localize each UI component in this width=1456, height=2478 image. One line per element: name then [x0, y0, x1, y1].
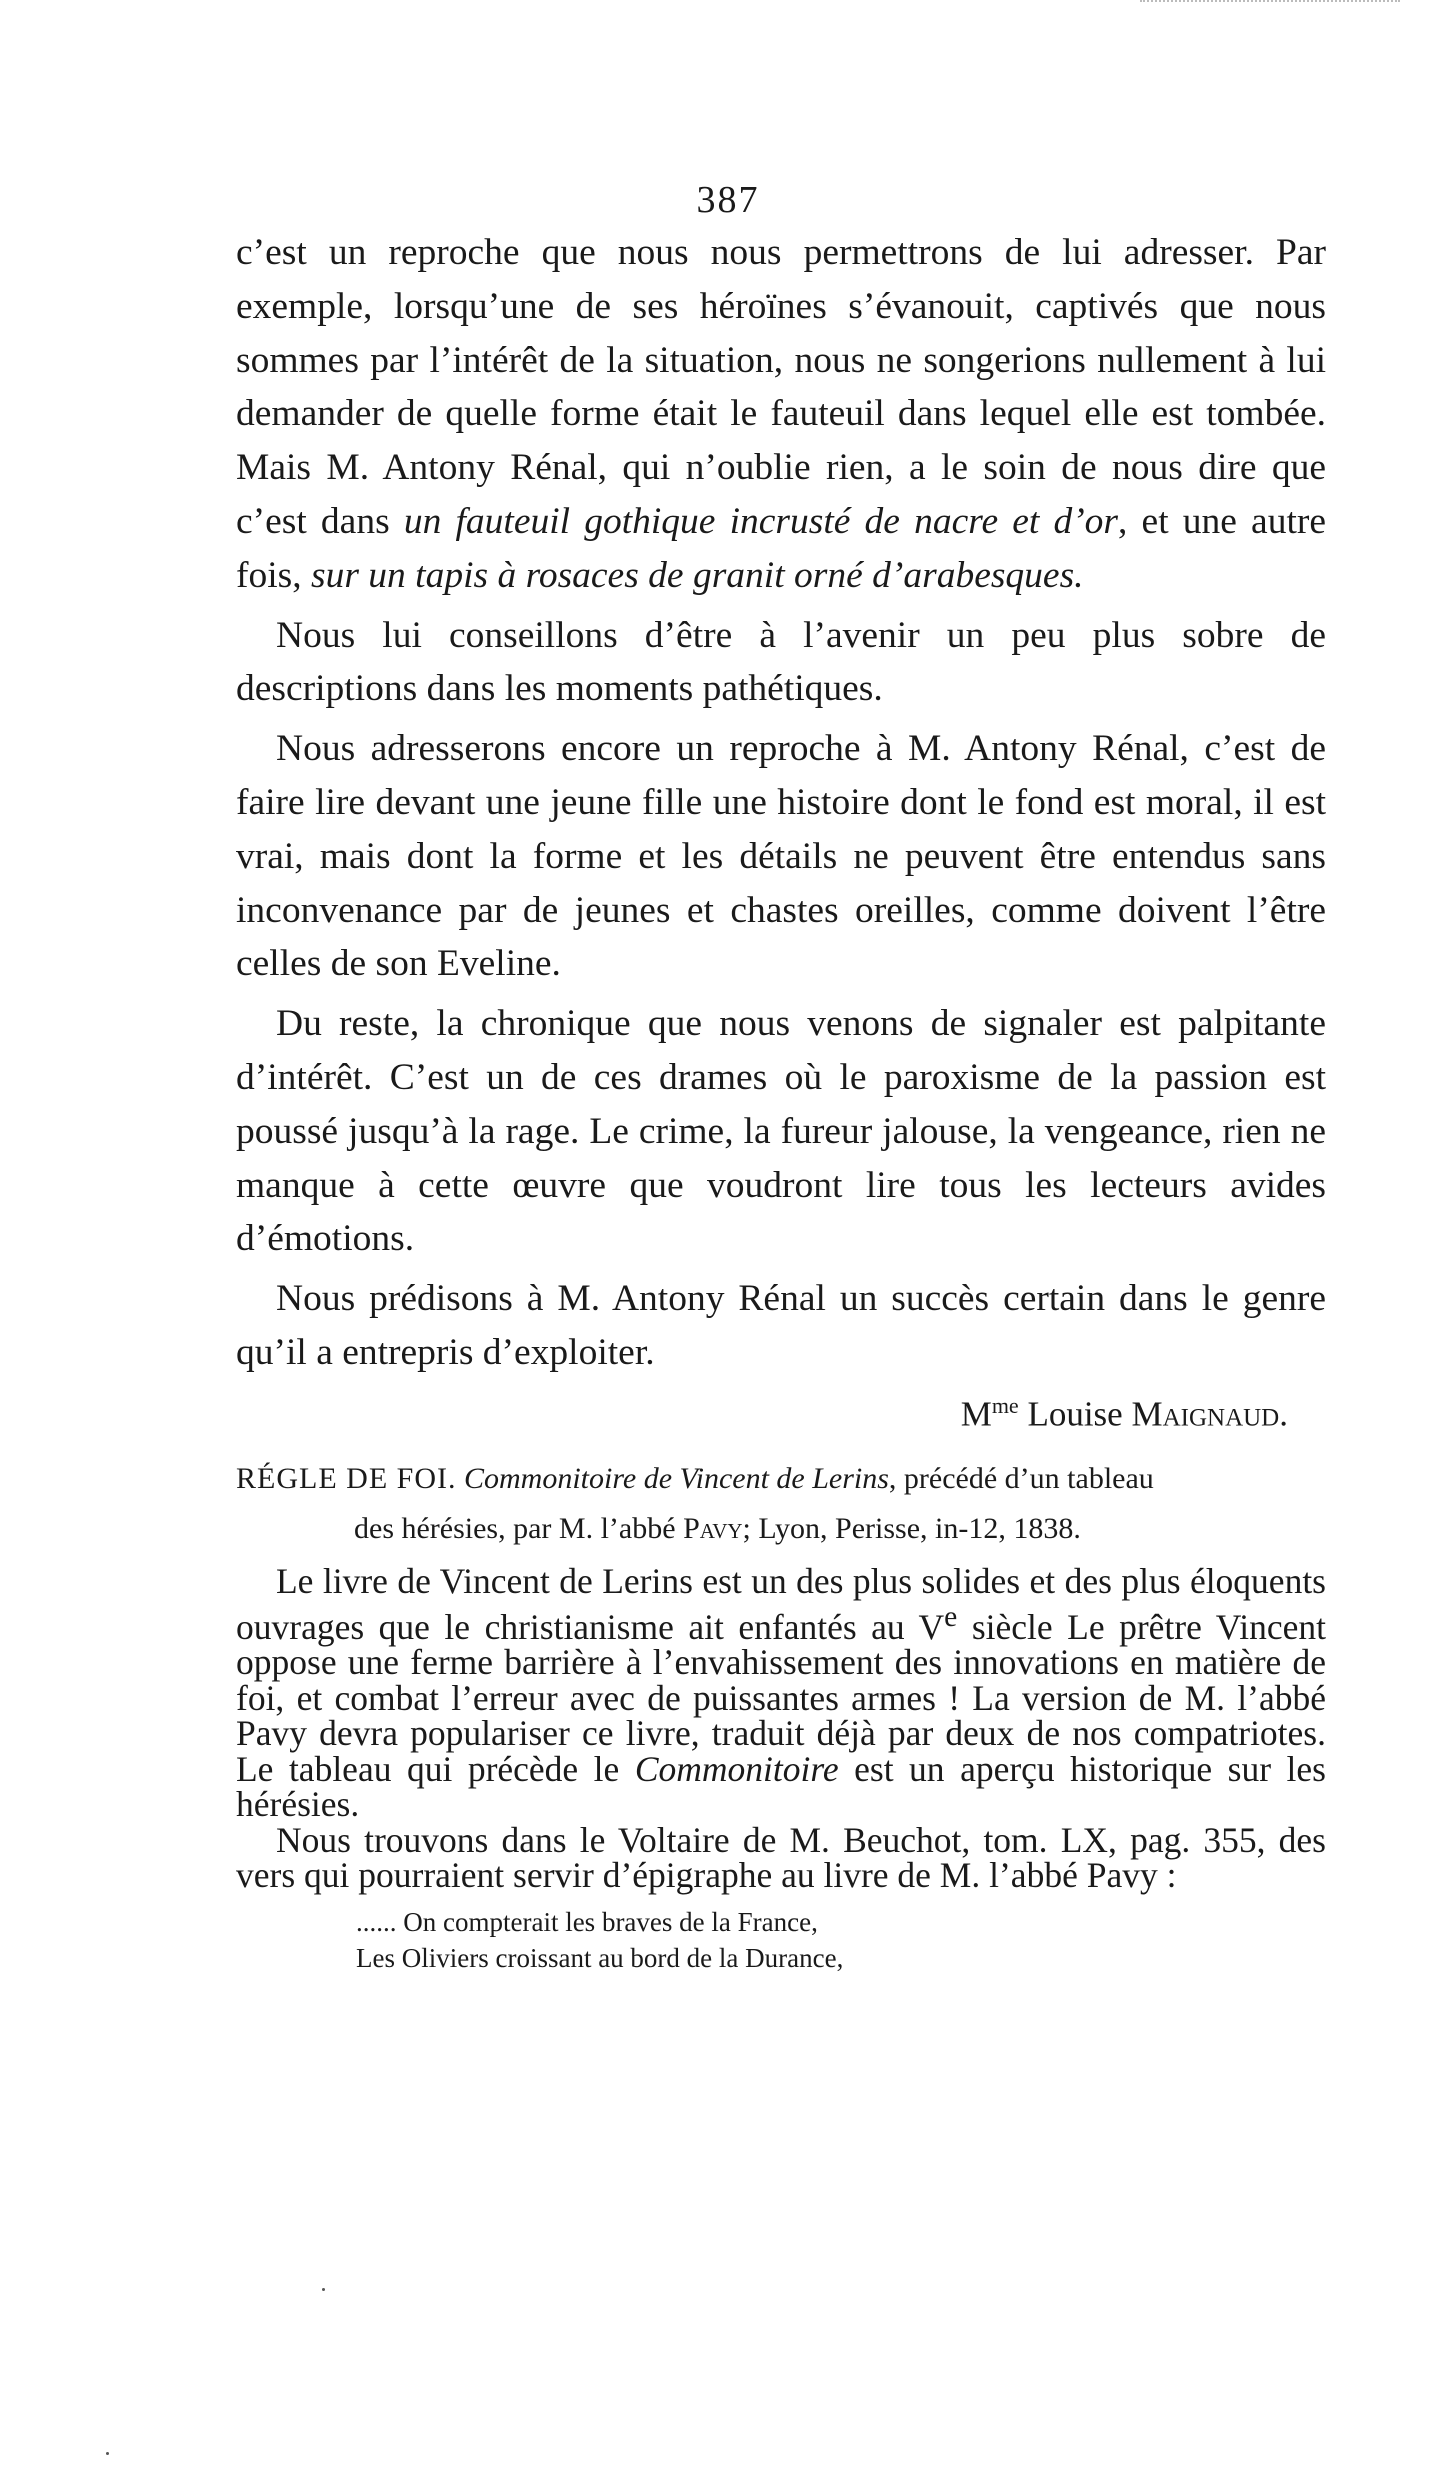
- verse-line: ...... On compterait les braves de la France,: [356, 1906, 818, 1937]
- paragraph: Nous lui conseillons d’être à l’avenir un peu plus sobre de descriptions dans les moments pathétiques.: [236, 614, 1326, 710]
- paragraph: Nous prédisons à M. Antony Rénal un succès certain dans le genre qu’il a entrepris d’exploiter.: [236, 1278, 1326, 1373]
- top-edge-marks: [1140, 0, 1400, 8]
- speck: [322, 2288, 325, 2291]
- paragraph: Nous adresserons encore un reproche à M. Antony Rénal, c’est de faire lire devant une jeune fille une histoire dont le fond est moral, il est vrai, mais dont la forme et les détails ne peuvent être entendus sans inconvenance par de jeunes et chastes oreilles, comme doivent l’être celles de son Eveline.: [236, 728, 1326, 985]
- paragraph-text: c’est un reproche que nous nous permettrons de lui adresser. Par exemple, lorsqu’une de ses héroïnes s’évanouit, captivés que nous sommes par l’intérêt de la situation, nous ne songerions nullement à lui demander de quelle forme était le fauteuil dans lequel elle est tombée. Mais M. Antony Rénal, qui n’oublie rien, a le soin de nous dire que c’est dans: [236, 232, 1326, 542]
- paragraph-text: , et une autre fois,: [236, 500, 1327, 596]
- verse-quote: [236, 1904, 1326, 1976]
- page-number: 387: [696, 179, 760, 221]
- review-heading: RÉGLE DE FOI. Commonitoire de Vincent de Lerins, précédé d’un tableau des hérésies, par M. l’abbé Pavy; Lyon, Perisse, in-12, 1838.: [236, 1462, 1154, 1546]
- speck: [106, 2452, 109, 2455]
- paragraph: Nous trouvons dans le Voltaire de M. Beuchot, tom. LX, pag. 355, des vers qui pourraient servir d’épigraphe au livre de M. l’abbé Pavy :: [236, 1819, 1326, 1896]
- verse-line: Les Oliviers croissant au bord de la Durance,: [356, 1942, 844, 1973]
- paragraph: Le livre de Vincent de Lerins est un des plus solides et des plus éloquents ouvrages que le christianisme ait enfantés au Ve siècle Le prêtre Vincent oppose une ferme barrière à l’envahissement des innovations en matière de foi, et combat l’erreur avec de puissantes armes ! La version de M. l’abbé Pavy devra populariser ce livre, traduit déjà par deux de nos compatriotes. Le tableau qui précède le Commonitoire est un aperçu historique sur les hérésies.: [236, 1561, 1326, 1825]
- signature: $M^{me}$ Louise Maignaud.: [960, 1392, 1288, 1434]
- text-column: [236, 226, 1326, 1976]
- paragraph-continuation: [236, 226, 1326, 603]
- italic-phrase: sur un tapis à rosaces de granit orné d’arabesques.: [311, 554, 1084, 596]
- italic-phrase: un fauteuil gothique incrusté de nacre et d’or: [403, 500, 1119, 542]
- paragraph: Du reste, la chronique que nous venons de signaler est palpitante d’intérêt. C’est un de ces drames où le paroxisme de la passion est poussé jusqu’à la rage. Le crime, la fureur jalouse, la vengeance, rien ne manque à cette œuvre que voudront lire tous les lecteurs avides d’émotions.: [236, 1003, 1326, 1260]
